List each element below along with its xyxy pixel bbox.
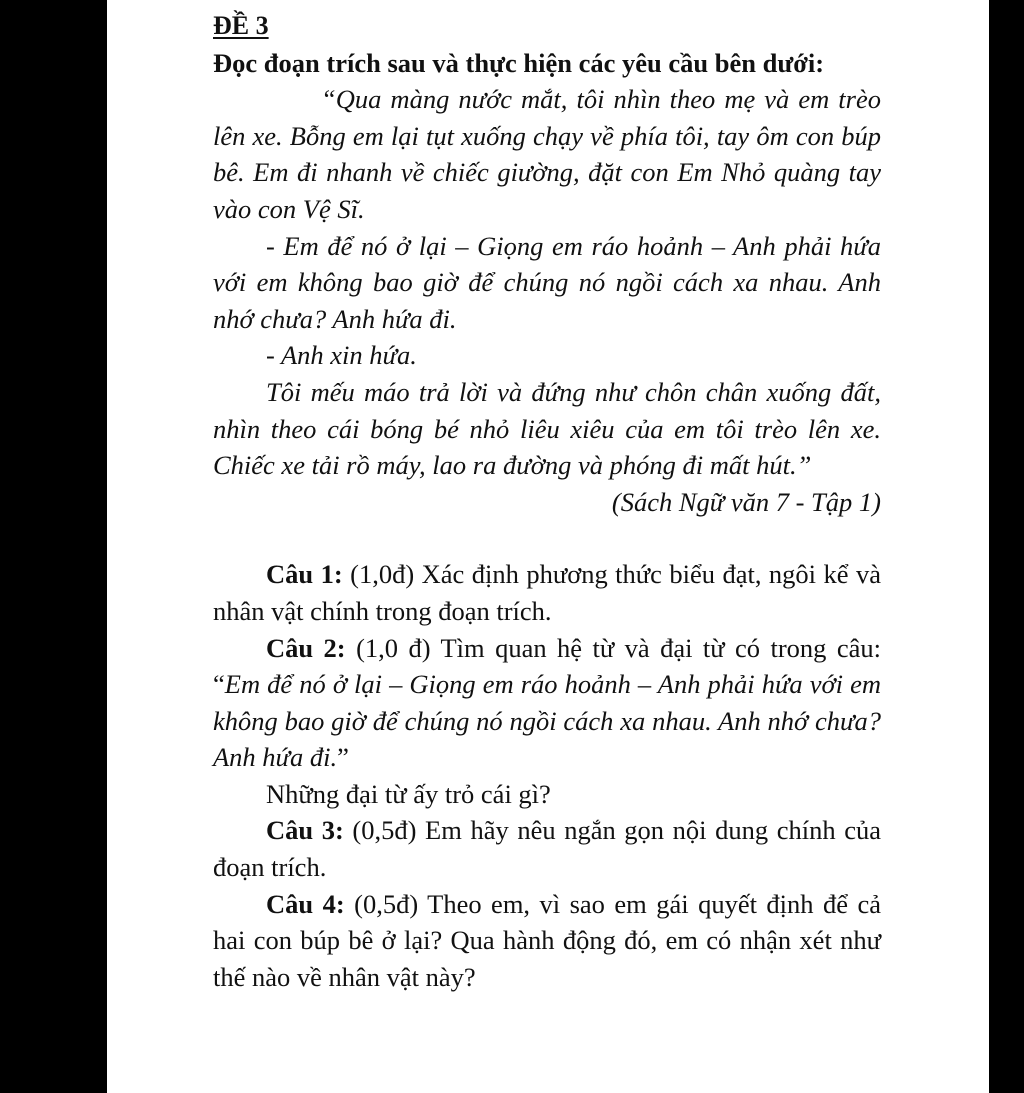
question-2-label: Câu 2: xyxy=(266,632,346,663)
question-2 xyxy=(213,630,881,776)
exam-heading: ĐỀ 3 xyxy=(213,11,269,40)
question-4-label: Câu 4: xyxy=(266,888,345,919)
question-4-text: (0,5đ) Theo em, vì sao em gái quyết định để cả hai con búp bê ở lại? Qua hành động đó, em có nhận xét như thế nào về nhân vật này? xyxy=(213,888,881,992)
question-1-label: Câu 1: xyxy=(266,559,343,590)
question-2-quote-close: ” xyxy=(337,742,349,773)
question-1 xyxy=(213,556,881,629)
document-content xyxy=(213,8,881,995)
document-page xyxy=(107,0,989,1093)
question-2-followup: Những đại từ ấy trỏ cái gì? xyxy=(266,778,551,809)
passage-paragraph-4: Tôi mếu máo trả lời và đứng như chôn chân xuống đất, nhìn theo cái bóng bé nhỏ liêu xiêu của em tôi trèo lên xe. Chiếc xe tải rồ máy, lao ra đường và phóng đi mất hút.” xyxy=(213,376,881,481)
question-4 xyxy=(213,886,881,996)
question-2-text: (1,0 đ) Tìm quan hệ từ và đại từ có trong câu: “ xyxy=(213,632,882,700)
question-3-text: (0,5đ) Em hãy nêu ngắn gọn nội dung chính của đoạn trích. xyxy=(213,815,881,883)
passage-paragraph-2: - Em để nó ở lại – Giọng em ráo hoảnh – Anh phải hứa với em không bao giờ để chúng nó ngồi cách xa nhau. Anh nhớ chưa? Anh hứa đi. xyxy=(213,230,881,334)
passage-paragraph-1: “Qua màng nước mắt, tôi nhìn theo mẹ và em trèo lên xe. Bỗng em lại tụt xuống chạy về phía tôi, tay ôm con búp bê. Em đi nhanh về chiếc giường, đặt con Em Nhỏ quàng tay vào con Vệ Sĩ. xyxy=(213,84,881,224)
instruction-text: Đọc đoạn trích sau và thực hiện các yêu cầu bên dưới: xyxy=(213,47,825,78)
question-3-label: Câu 3: xyxy=(266,815,344,846)
question-3 xyxy=(213,812,881,885)
passage-paragraph-3: - Anh xin hứa. xyxy=(266,340,417,371)
question-2-quote: Em để nó ở lại – Giọng em ráo hoảnh – Anh phải hứa với em không bao giờ để chúng nó ngồi cách xa nhau. Anh nhớ chưa? Anh hứa đi. xyxy=(213,669,881,773)
excerpt-passage xyxy=(213,81,881,484)
question-1-text: (1,0đ) Xác định phương thức biểu đạt, ngôi kể và nhân vật chính trong đoạn trích. xyxy=(213,559,881,626)
question-list xyxy=(213,556,881,995)
excerpt-source: (Sách Ngữ văn 7 - Tập 1) xyxy=(611,486,881,517)
